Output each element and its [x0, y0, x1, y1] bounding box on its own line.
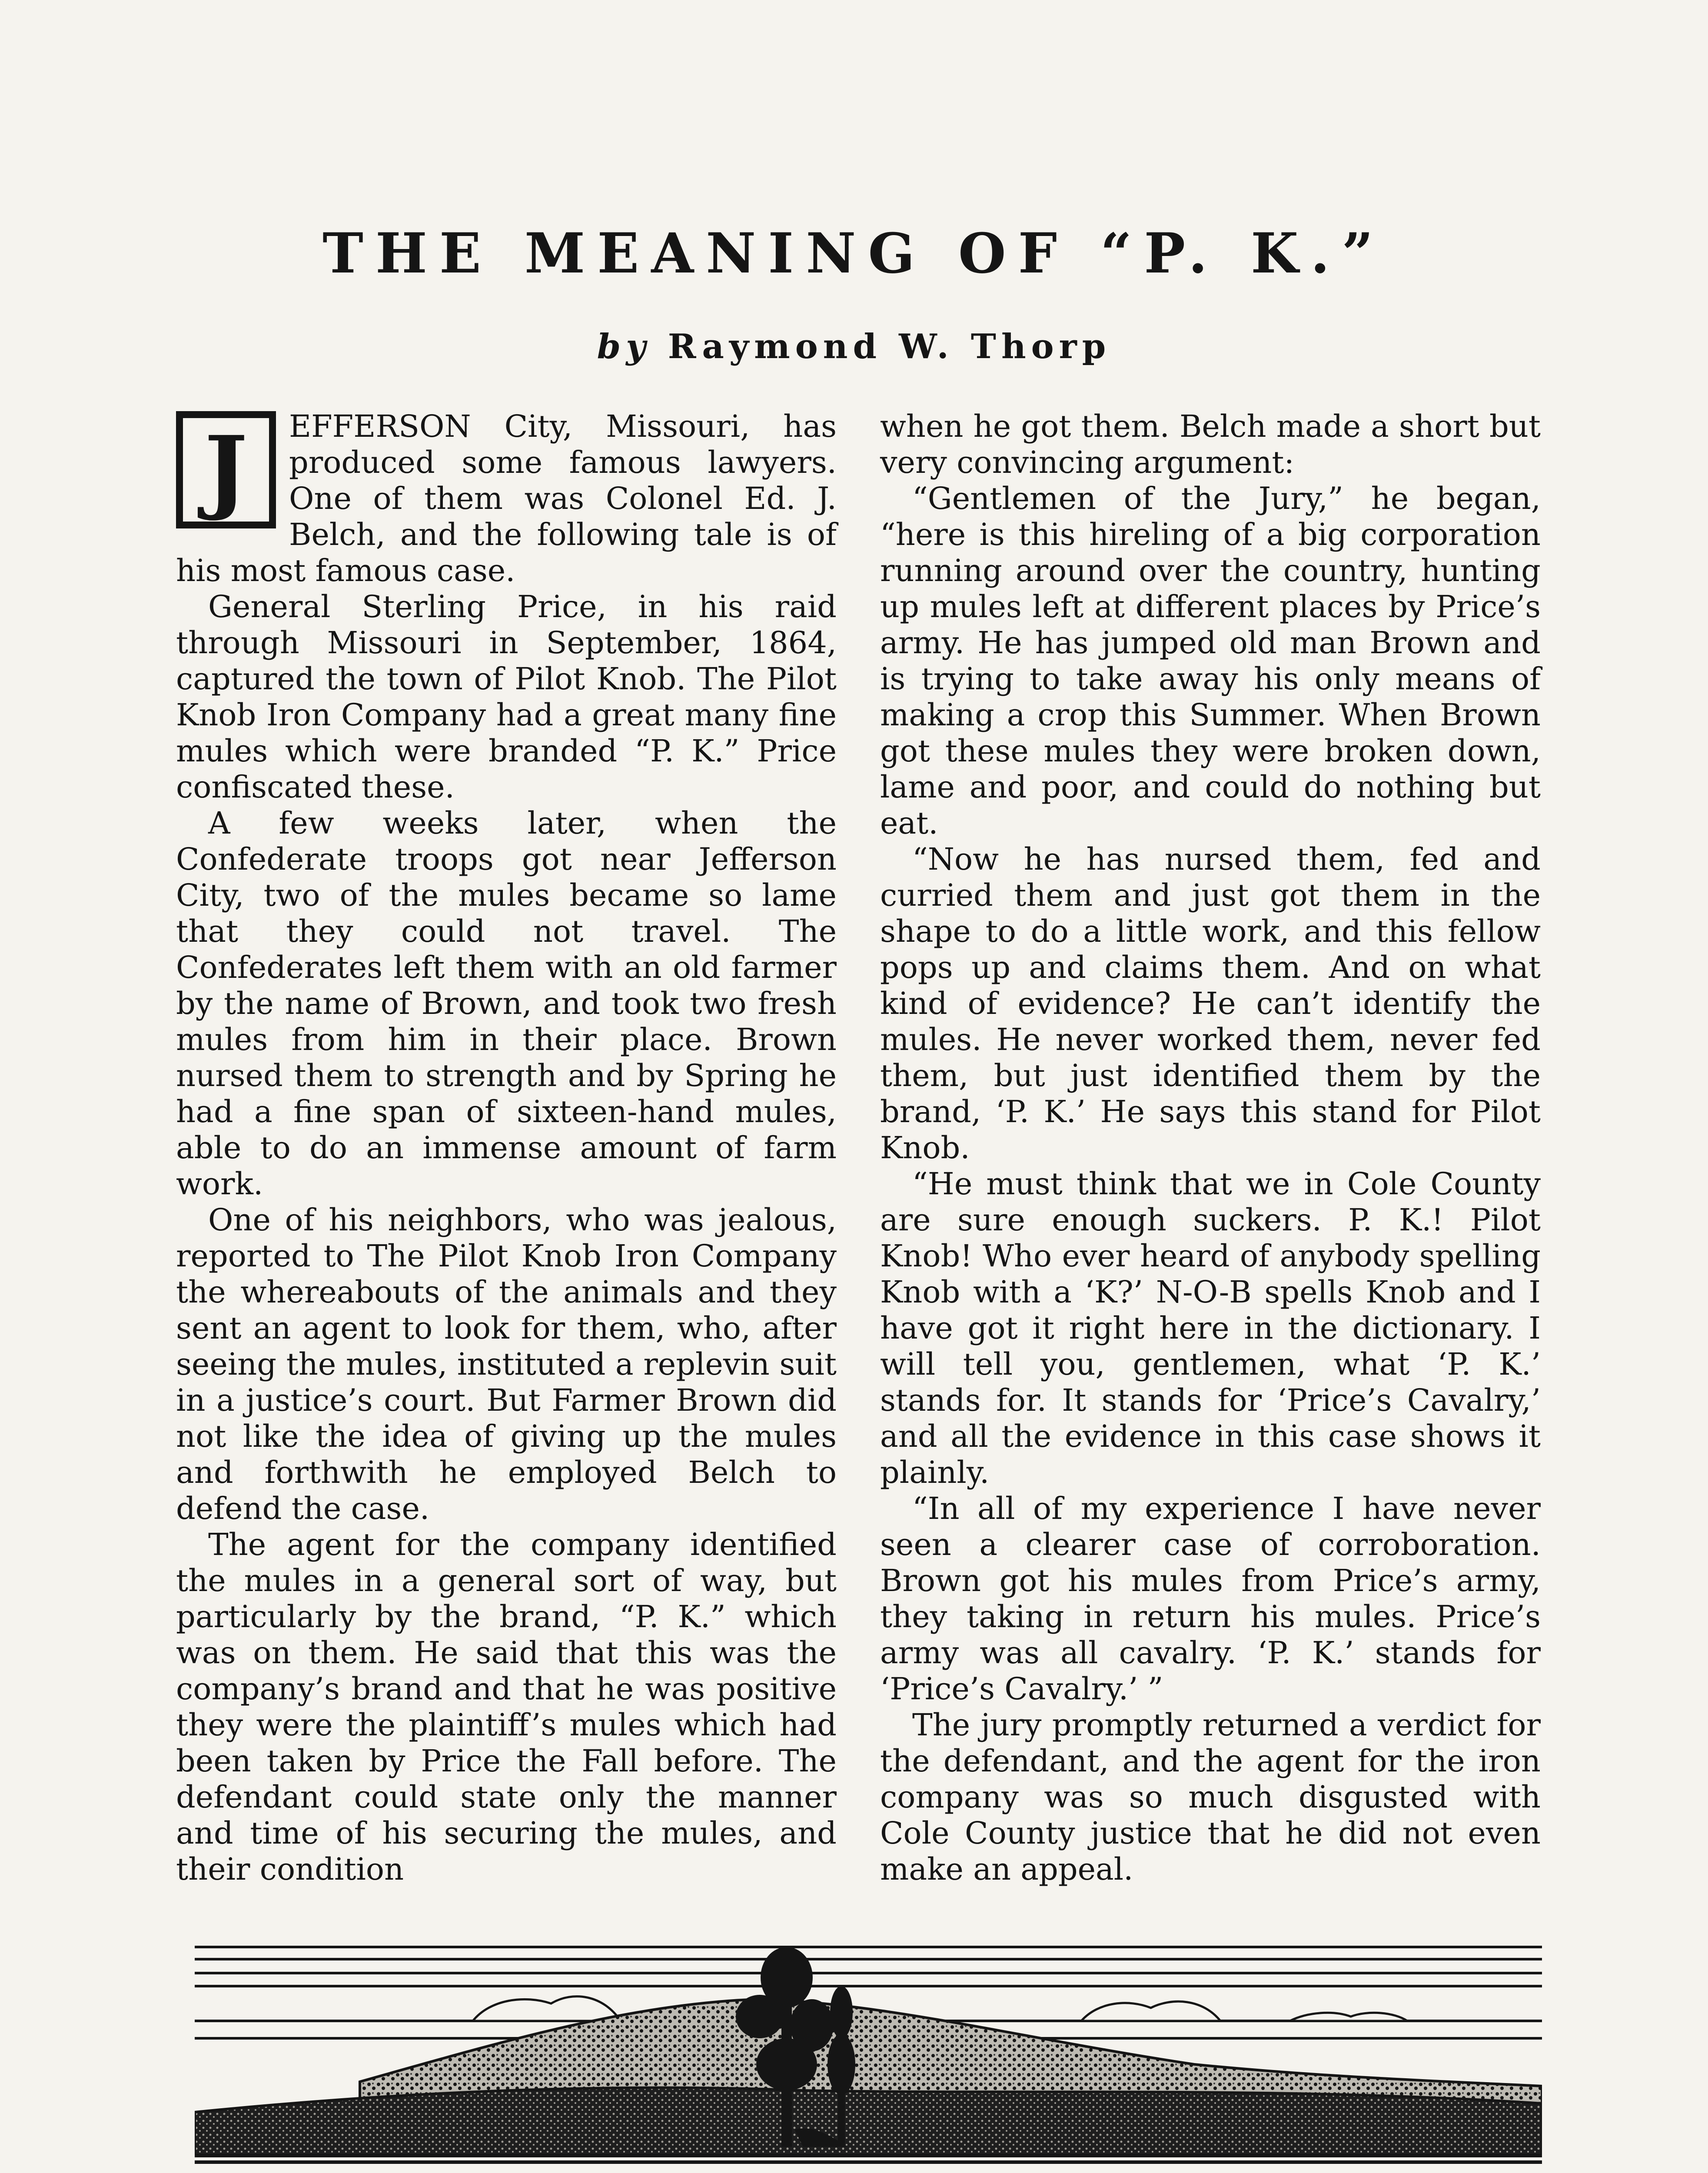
paragraph: “In all of my experience I have never seen a clearer case of corroboration. Brown got his mules from Price’s army, they taking in return his mules. Price’s army was all cavalry. ‘P. K.’ stands for ‘Price’s Cavalry.’ ”	[880, 1491, 1541, 1707]
paragraph: when he got them. Belch made a short but very convincing argument:	[880, 409, 1541, 480]
landscape-illustration	[195, 1938, 1542, 2164]
left-column	[176, 409, 837, 1887]
drop-cap: J	[176, 411, 276, 528]
paragraph: General Sterling Price, in his raid through Missouri in September, 1864, captured the town of Pilot Knob. The Pilot Knob Iron Company had a great many fine mules which were branded “P. K.” Price confiscated these.	[176, 589, 837, 805]
byline	[0, 327, 1708, 366]
paragraph: A few weeks later, when the Confederate troops got near Jefferson City, two of the mules became so lame that they could not travel. The Confederates left them with an old farmer by the name of Brown, and took two fresh mules from him in their place. Brown nursed them to strength and by Spring he had a fine span of sixteen-hand mules, able to do an immense amount of farm work.	[176, 805, 837, 1202]
byline-prefix: by	[597, 327, 651, 366]
author-name: Raymond W. Thorp	[668, 327, 1111, 366]
right-column	[880, 409, 1541, 1887]
ground-lines	[195, 2156, 1542, 2162]
foreground-ridge	[195, 2088, 1542, 2156]
paragraph: EFFERSON City, Missouri, has produced some famous lawyers. One of them was Colonel Ed. J. Belch, and the following tale is of his most famous case.	[176, 409, 837, 588]
paragraph: “Gentlemen of the Jury,” he began, “here is this hireling of a big corporation running around over the country, hunting up mules left at different places by Price’s army. He has jumped old man Brown and is trying to take away his only means of making a crop this Summer. When Brown got these mules they were broken down, lame and poor, and could do nothing but eat.	[880, 481, 1541, 841]
paragraph: “Now he has nursed them, fed and curried them and just got them in the shape to do a little work, and this fellow pops up and claims them. And on what kind of evidence? He can’t identify the mules. He never worked them, never fed them, but just identified them by the brand, ‘P. K.’ He says this stand for Pilot Knob.	[880, 841, 1541, 1166]
paragraph: “He must think that we in Cole County are sure enough suckers. P. K.! Pilot Knob! Who ever heard of anybody spelling Knob with a ‘K?’ N-O-B spells Knob and I have got it right here in the dictionary. I will tell you, gentlemen, what ‘P. K.’ stands for. It stands for ‘Price’s Cavalry,’ and all the evidence in this case shows it plainly.	[880, 1166, 1541, 1490]
article-title: THE MEANING OF “P. K.”	[322, 221, 1386, 286]
paragraph: The agent for the company identified the mules in a general sort of way, but particularly by the brand, “P. K.” which was on them. He said that this was the company’s brand and that he was positive they were the plaintiff’s mules which had been taken by Price the Fall before. The defendant could state only the manner and time of his securing the mules, and their condition	[176, 1527, 837, 1887]
paragraph: The jury promptly returned a verdict for the defendant, and the agent for the iron company was so much disgusted with Cole County justice that he did not even make an appeal.	[880, 1707, 1541, 1887]
paragraph: One of his neighbors, who was jealous, reported to The Pilot Knob Iron Company the whereabouts of the animals and they sent an agent to look for them, who, after seeing the mules, instituted a replevin suit in a justice’s court. But Farmer Brown did not like the idea of giving up the mules and forthwith he employed Belch to defend the case.	[176, 1202, 837, 1526]
